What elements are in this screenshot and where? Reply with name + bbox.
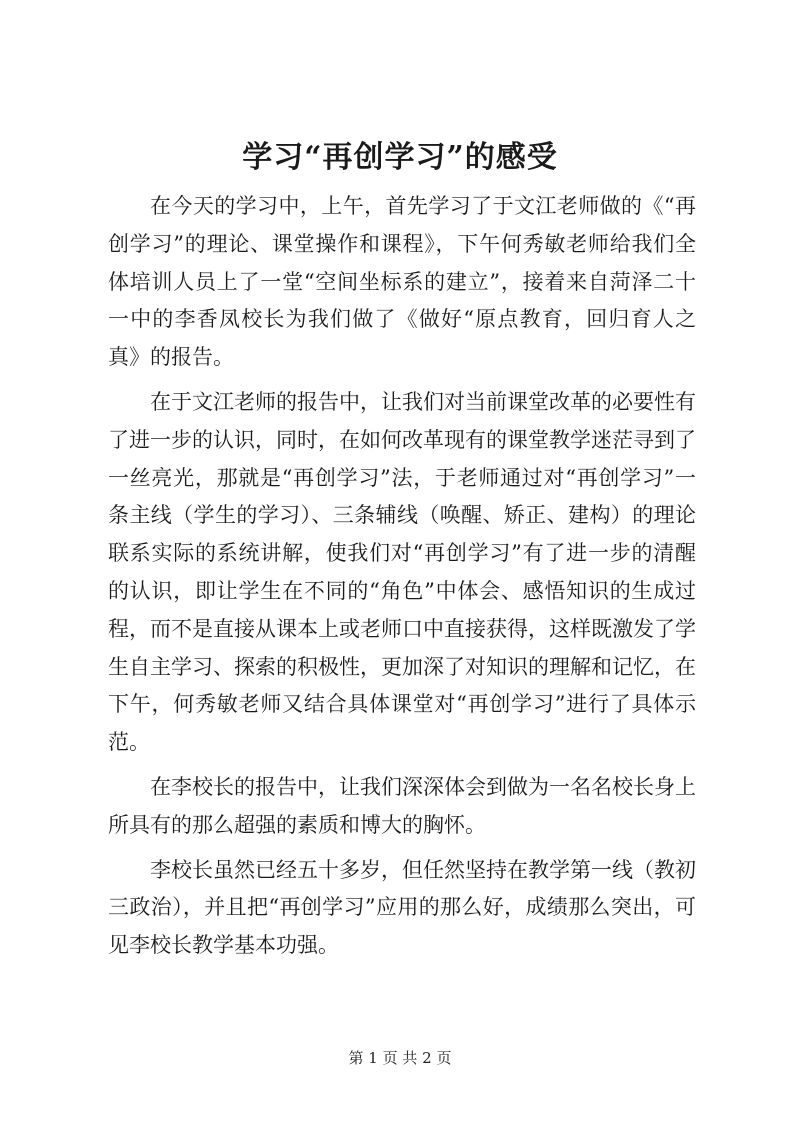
document-title: 学习“再创学习”的感受: [242, 140, 558, 175]
paragraph-3: 在李校长的报告中，让我们深深体会到做为一名名校长身上所具有的那么超强的素质和博大的胸怀。: [108, 774, 696, 837]
paragraph-2: 在于文江老师的报告中，让我们对当前课堂改革的必要性有了进一步的认识，同时，在如何改革现有的课堂教学迷茫寻到了一丝亮光，那就是“再创学习”法，于老师通过对“再创学习”一条主线（学生的学习）、三条辅线（唤醒、矫正、建构）的理论联系实际的系统讲解，使我们对“再创学习”有了进一步的清醒的认识，即让学生在不同的“角色”中体会、感悟知识的生成过程，而不是直接从课本上或老师口中直接获得，这样既激发了学生自主学习、探索的积极性，更加深了对知识的理解和记忆，在下午，何秀敏老师又结合具体课堂对“再创学习”进行了具体示范。: [108, 389, 696, 755]
page-number-footer: 第 1 页 共 2 页: [348, 1049, 452, 1067]
document-body: [108, 188, 696, 972]
paragraph-1: 在今天的学习中，上午，首先学习了于文江老师做的《“再创学习”的理论、课堂操作和课程》，下午何秀敏老师给我们全体培训人员上了一堂“空间坐标系的建立”，接着来自菏泽二十一中的李香凤校长为我们做了《做好“原点教育，回归育人之真》的报告。: [108, 194, 696, 370]
paragraph-4: 李校长虽然已经五十多岁，但任然坚持在教学第一线（教初三政治），并且把“再创学习”应用的那么好，成绩那么突出，可见李校长教学基本功强。: [108, 857, 696, 958]
